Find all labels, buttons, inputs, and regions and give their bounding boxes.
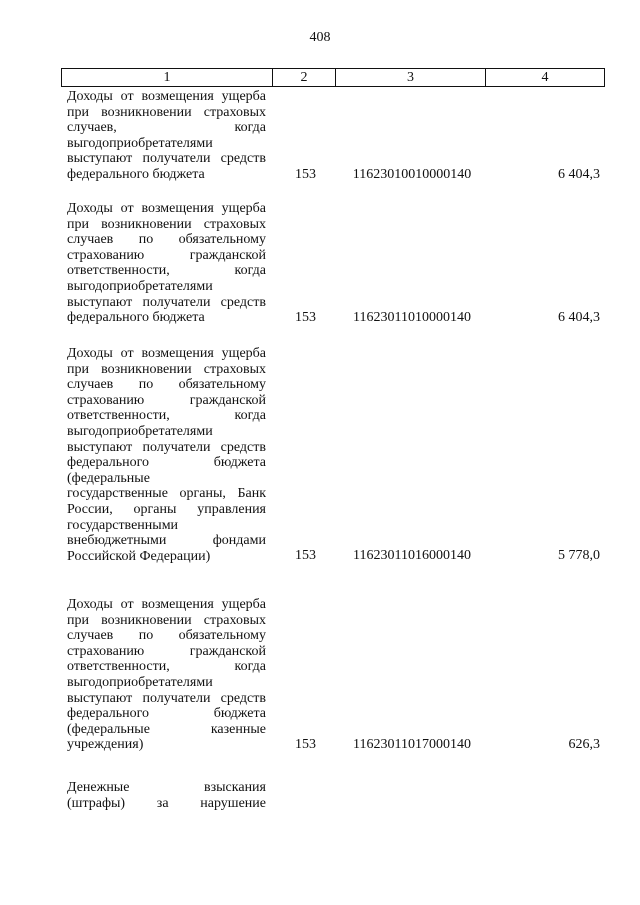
description-line: случаев, когда: [67, 120, 266, 136]
description-line: случаев по обязательному: [67, 628, 266, 644]
description-line: ответственности, когда: [67, 659, 266, 675]
row-amount: 6 404,3: [558, 166, 600, 182]
description-line: ответственности, когда: [67, 263, 266, 279]
row-admin-code: 153: [295, 309, 316, 325]
description-line: федерального бюджета: [67, 310, 205, 326]
description-line: ответственности, когда: [67, 408, 266, 424]
row-description: [67, 89, 266, 183]
table-row: [0, 346, 640, 564]
description-line: при возникновении страховых: [67, 216, 266, 232]
description-line: (федеральные: [67, 470, 150, 486]
description-line: России, органы управления: [67, 501, 266, 517]
header-col-2: 2: [273, 69, 336, 86]
description-line: при возникновении страховых: [67, 361, 266, 377]
description-line: Денежные взыскания: [67, 780, 266, 795]
row-admin-code: 153: [295, 548, 316, 564]
row-budget-code: 11623011017000140: [353, 737, 471, 752]
row-amount: 626,3: [568, 737, 600, 752]
description-line: (штрафы) за нарушение: [67, 795, 266, 811]
row-admin-code: 153: [295, 166, 316, 182]
row-description: [67, 201, 266, 326]
description-line: выгодоприобретателями: [67, 278, 213, 294]
description-line: случаев по обязательному: [67, 377, 266, 393]
description-line: выгодоприобретателями: [67, 135, 213, 151]
table-row: [0, 780, 640, 811]
row-amount: 5 778,0: [558, 548, 600, 564]
page-number: 408: [309, 30, 331, 45]
row-budget-code: 11623011010000140: [353, 309, 471, 325]
description-line: внебюджетными фондами: [67, 533, 266, 549]
description-line: выступают получатели средств: [67, 151, 266, 167]
row-description: [67, 597, 266, 753]
header-col-1: 1: [62, 69, 273, 86]
table-row: [0, 597, 640, 753]
description-line: Доходы от возмещения ущерба: [67, 597, 266, 612]
description-line: федерального бюджета: [67, 166, 205, 182]
description-line: страхованию гражданской: [67, 392, 266, 408]
row-description: [67, 780, 266, 811]
table-row: [0, 89, 640, 183]
description-line: Доходы от возмещения ущерба: [67, 346, 266, 361]
description-line: учреждения): [67, 737, 144, 753]
description-line: федерального бюджета: [67, 455, 266, 471]
description-line: страхованию гражданской: [67, 247, 266, 263]
row-admin-code: 153: [295, 737, 316, 752]
description-line: (федеральные казенные: [67, 721, 266, 737]
description-line: выступают получатели средств: [67, 690, 266, 706]
description-line: при возникновении страховых: [67, 104, 266, 120]
description-line: страхованию гражданской: [67, 643, 266, 659]
row-budget-code: 11623010010000140: [352, 166, 472, 182]
description-line: государственными: [67, 517, 179, 533]
description-line: случаев по обязательному: [67, 232, 266, 248]
description-line: выгодоприобретателями: [67, 423, 213, 439]
row-budget-code: 11623011016000140: [353, 548, 471, 564]
description-line: государственные органы, Банк: [67, 486, 266, 502]
header-col-3: 3: [336, 69, 486, 86]
description-line: федерального бюджета: [67, 706, 266, 722]
table-row: [0, 201, 640, 326]
row-description: [67, 346, 266, 564]
table-header: [61, 68, 605, 87]
description-line: выгодоприобретателями: [67, 674, 213, 690]
header-col-4: 4: [541, 70, 549, 85]
description-line: Доходы от возмещения ущерба: [67, 201, 266, 216]
description-line: при возникновении страховых: [67, 612, 266, 628]
row-amount: 6 404,3: [558, 309, 600, 325]
description-line: выступают получатели средств: [67, 439, 266, 455]
description-line: выступают получатели средств: [67, 294, 266, 310]
description-line: Доходы от возмещения ущерба: [67, 89, 266, 104]
description-line: Российской Федерации): [67, 548, 211, 564]
